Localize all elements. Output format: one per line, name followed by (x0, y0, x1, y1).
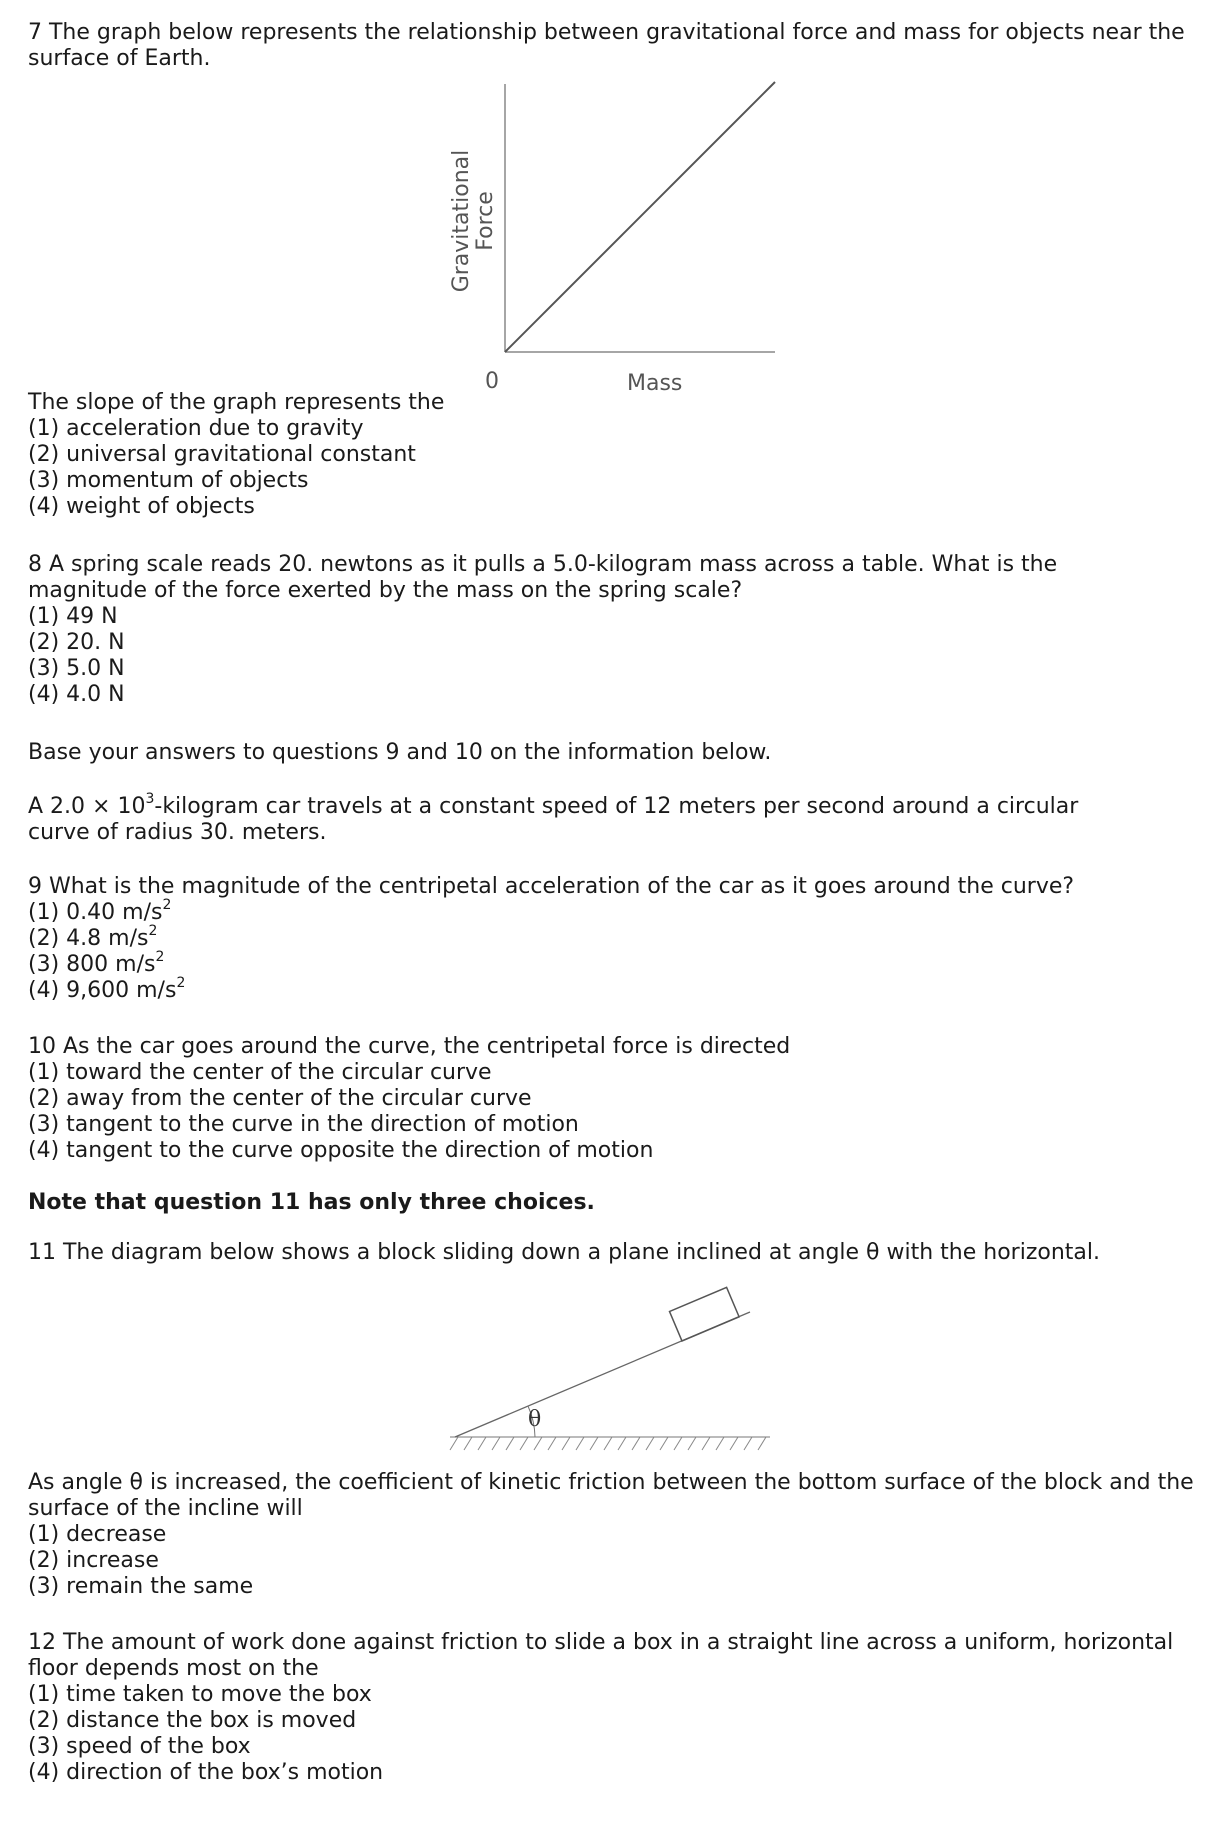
q10-choice-2: (2) away from the center of the circular curve (28, 1086, 532, 1111)
info-line2: curve of radius 30. meters. (28, 820, 327, 845)
q11-question-line2: surface of the incline will (28, 1496, 303, 1521)
q7-question: The slope of the graph represents the (28, 390, 445, 415)
q8-choice-1: (1) 49 N (28, 604, 118, 629)
ground-hatching (450, 1437, 766, 1450)
sliding-block (670, 1287, 740, 1341)
q7-choice-4: (4) weight of objects (28, 494, 255, 519)
q9-choice-1: (1) 0.40 $m/s^2$ (28, 896, 172, 925)
q11-choice-2: (2) increase (28, 1548, 159, 1573)
q8-choice-2: (2) 20. N (28, 630, 125, 655)
q9-choice-3: (3) 800 $m/s^2$ (28, 948, 165, 977)
force-mass-graph (440, 76, 800, 396)
q12-stem-line2: floor depends most on the (28, 1656, 319, 1681)
q10-choice-3: (3) tangent to the curve in the direction of motion (28, 1112, 579, 1137)
q7-choice-2: (2) universal gravitational constant (28, 442, 416, 467)
q11-note: Note that question 11 has only three choices. (28, 1190, 595, 1215)
q12-stem-line1: 12 The amount of work done against friction to slide a box in a straight line across a uniform, horizontal (28, 1630, 1174, 1655)
q12-choice-3: (3) speed of the box (28, 1734, 251, 1759)
q11-choice-1: (1) decrease (28, 1522, 167, 1547)
q8-stem-line1: 8 A spring scale reads 20. newtons as it pulls a 5.0-kilogram mass across a table. What is the (28, 552, 1058, 577)
origin-label: 0 (485, 369, 499, 394)
q10-choice-4: (4) tangent to the curve opposite the direction of motion (28, 1138, 654, 1163)
y-axis-label-line1: Gravitational (449, 149, 474, 293)
q10-stem: 10 As the car goes around the curve, the centripetal force is directed (28, 1034, 791, 1059)
info-line1: A $2.0 \times 10^3$-kilogram car travels at a constant speed of 12 meters per second around a circular (28, 790, 1079, 819)
q8-choice-4: (4) 4.0 N (28, 682, 125, 707)
q10-choice-1: (1) toward the center of the circular curve (28, 1060, 492, 1085)
q7-choice-3: (3) momentum of objects (28, 468, 309, 493)
q11-choice-3: (3) remain the same (28, 1574, 254, 1599)
q9-choice-2: (2) 4.8 $m/s^2$ (28, 922, 158, 951)
force-line (505, 82, 775, 352)
q9-choice-4: (4) 9,600 $m/s^2$ (28, 974, 186, 1003)
angle-theta-label: θ (528, 1407, 542, 1432)
q11-stem: 11 The diagram below shows a block sliding down a plane inclined at angle θ with the horizontal. (28, 1240, 1100, 1265)
q7-stem-line1: 7 The graph below represents the relationship between gravitational force and mass for objects near the (28, 20, 1185, 45)
q8-stem-line2: magnitude of the force exerted by the mass on the spring scale? (28, 578, 743, 603)
q12-choice-4: (4) direction of the box’s motion (28, 1760, 384, 1785)
q8-choice-3: (3) 5.0 N (28, 656, 125, 681)
info-intro: Base your answers to questions 9 and 10 on the information below. (28, 740, 772, 765)
q7-choice-1: (1) acceleration due to gravity (28, 416, 364, 441)
q7-stem-line2: surface of Earth. (28, 46, 211, 71)
q11-question-line1: As angle θ is increased, the coefficient of kinetic friction between the bottom surface of the block and the (28, 1470, 1194, 1495)
incline-diagram (440, 1280, 800, 1455)
q12-choice-2: (2) distance the box is moved (28, 1708, 357, 1733)
x-axis-label: Mass (627, 371, 683, 396)
q9-stem: 9 What is the magnitude of the centripetal acceleration of the car as it goes around the curve? (28, 874, 1075, 899)
q12-choice-1: (1) time taken to move the box (28, 1682, 372, 1707)
y-axis-label-line2: Force (473, 191, 498, 251)
